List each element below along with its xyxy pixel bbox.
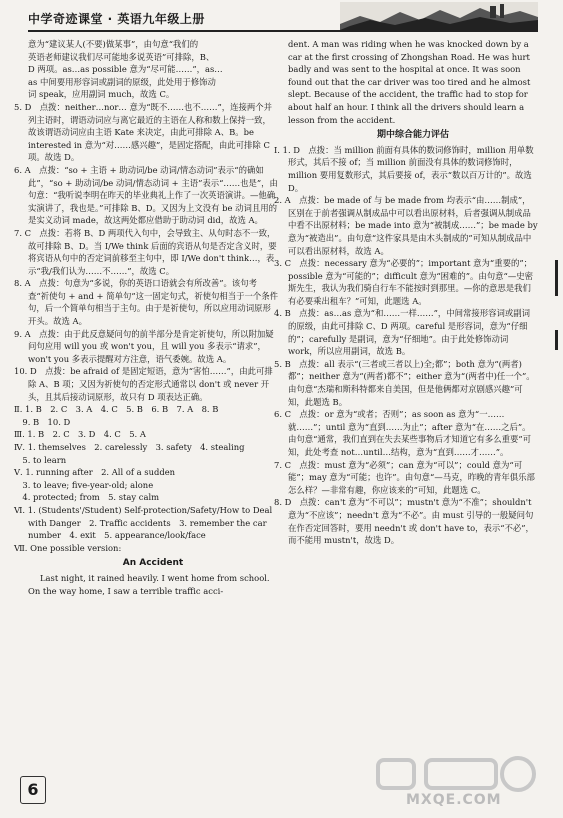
header-rule: [28, 30, 538, 32]
right-paragraph: 期中综合能力评估: [376, 130, 449, 141]
right-paragraph: 3. C 点拨：necessary 意为“必要的”；important 意为“重要的”；possible 意为“可能的”；difficult 意为“困难的”。由句意“—史密斯先生，我认为我们骑自行车不能按时到那里。—你的意思是我们有必要乘出租车？”可知，此题选 A。: [274, 258, 533, 306]
left-paragraph: 9. B 10. D: [14, 416, 71, 427]
left-column: [14, 38, 278, 597]
left-paragraph: 10. D 点拨：be afraid of 是固定短语，意为“害怕……”，由此可排除 A、B 项；又因为祈使句的否定形式通常以 don't 或 never 开头，且其后接动词原形，故只有 D 项表达正确。: [14, 366, 273, 402]
right-paragraph: 7. C 点拨：must 意为“必须”；can 意为“可以”；could 意为“可能”；may 意为“可能；也许”。由句意“—马克，昨晚的青年俱乐部怎么样？—非常有趣，你应该来的”可知，此题选 C。: [274, 459, 535, 495]
edge-tab-mark: [555, 260, 558, 296]
header-title: 中学奇迹课堂 · 英语九年级上册: [28, 12, 205, 26]
right-paragraph: 8. D 点拨：can't 意为“不可以”；mustn't 意为“不准”；shouldn't 意为“不应该”；needn't 意为“不必”。由 must 引导的一般疑问句在作否定回答时，要用 needn't 或 don't have to，表示“不必”，而不能用 mustn't，故选 D。: [274, 497, 534, 546]
page-number: 6: [20, 776, 46, 804]
page-header: [0, 0, 563, 38]
right-paragraph: 6. C 点拨：or 意为“或者；否则”；as soon as 意为“一……就……”；until 意为“直到……为止”；after 意为“在……之后”。由句意“通常，我们直到在失去某些事物后才知道它有多么重要”可知，此处考查 not…until…结构，意为“直到……才……”。: [274, 409, 532, 457]
left-paragraph: 8. A 点拨：句意为“多说，你的英语口语就会有所改善”。该句考查“祈使句 + and + 简单句”这一固定句式，祈使句相当于一个条件句，后一个简单句相当于主句。由于是祈使句，所以应用动词原形开头。故选 A。: [14, 278, 278, 327]
left-paragraph: 6. A 点拨：“so + 主语 + 助动词/be 动词/情态动词”表示“的确如此”，“so + 助动词/be 动词/情态动词 + 主语”表示“……也是”，由句意：“我听说李明在昨天的毕业典礼上作了一次英语演讲。—他确实演讲了，我也是。”可排除 B、D。又因为上文没有 be 动词且用的是实义动词 made，故这两处都应借助于助动词 did，故选 A。: [14, 164, 278, 226]
right-paragraph: Ⅰ. 1. D 点拨：当 million 前面有具体的数词修饰时，million 用单数形式，其后不接 of；当 million 前面没有具体的数词修饰时，million 要用复数形式，其后要接 of，表示“数以百万计的”。故选 D。: [274, 144, 534, 193]
right-paragraph: 5. B 点拨：all 表示“(三者或三者以上)全;都”；both 意为“(两者)都”；neither 意为“(两者)都不”；either 意为“(两者中)任一个”。由句意“杰瑞和斯科特都来自美国，但是他俩都对京剧感兴趣”可知，此题选 B。: [274, 358, 535, 407]
left-paragraph: Ⅳ. 1. themselves 2. carelessly 3. safety 4. stealing: [14, 442, 245, 452]
left-paragraph: Ⅵ. 1. (Students'/Student) Self-protection/Safety/How to Deal with Danger 2. Traffic accidents 3. remember the car number 4. exit 5. appearance/look/face: [14, 504, 273, 541]
right-paragraph: 4. B 点拨：as…as 意为“和……一样……”，中间常接形容词或副词的原级，由此可排除 C、D 两项。careful 是形容词，意为“仔细的”；carefully 是副词，意为“仔细地”。由于此处修饰动词 work，所以应用副词，故选 B。: [274, 308, 530, 357]
left-paragraph: Ⅶ. One possible version:: [14, 542, 122, 553]
left-paragraph: 意为“建议某人(不要)做某事”，由句意“我们的: [28, 39, 199, 49]
left-paragraph: D 两项。as…as possible 意为“尽可能……”，as…: [28, 64, 223, 75]
right-column: [274, 38, 538, 547]
left-paragraph: 5. D 点拨：neither…nor… 意为“既不……也不……”，连接两个并列主语时，谓语动词应与离它最近的主语在人称和数上保持一致，故该谓语动词应由主语 Kate 来决定，由此可排除 A、B。be interested in 意为“对……感兴趣”，是固定搭配，由此可排除 C 项。故选 D。: [14, 101, 273, 163]
header-banner-illustration: [340, 2, 538, 30]
left-paragraph: An Accident: [122, 558, 184, 569]
watermark-text: MXQE.COM: [406, 792, 502, 808]
left-paragraph: Last night, it rained heavily. I went home from school. On the way home, I saw a terrible traffic acci-: [28, 572, 270, 596]
left-paragraph: 英语老师建议我们尽可能地多说英语”可排除，B、: [28, 51, 215, 62]
left-paragraph: 9. A 点拨：由于此反意疑问句的前半部分是肯定祈使句，所以附加疑问句应用 will you 或 won't you，且 will you 多表示“请求”，won't you 多表示提醒对方注意，语气委婉。故选 A。: [14, 328, 274, 364]
right-paragraph: 2. A 点拨：be made of 与 be made from 均表示“由……制成”，区别在于前者强调从制成品中可以看出原材料，后者强调从制成品中看不出原材料；be made into 意为“被制成……”；be made by 意为“被造出”。由句意“这件家具是由木头制成的”可知从制成品中可以看出原材料，故选 A。: [274, 195, 538, 256]
left-paragraph: 词 speak，应用副词 much，故选 C。: [28, 89, 175, 100]
left-paragraph: 5. to learn: [14, 454, 67, 465]
left-paragraph: 7. C 点拨：若将 B、D 两项代入句中，会导致主、从句时态不一致，故可排除 B、D。当 I/We think 后面的宾语从句是否定含义时，要将宾语从句中的否定词前移至主句中，即 I/We don't think…，表示“我/我们认为……不……”，故选 C。: [14, 227, 277, 276]
edge-tab-mark: [555, 330, 558, 350]
left-paragraph: 3. to leave; five-year-old; alone: [14, 479, 154, 490]
right-paragraph: dent. A man was riding when he was knocked down by a car at the first crossing of Zhongshan Road. He was hurt badly and was sent to the hospital at once. It was soon found out that the car driver was too tired and he almost slept. Because of the accident, the traffic had to stop for about half an hour. I think all the drivers should learn a lesson from the accident.: [288, 39, 531, 125]
left-paragraph: as 中间要用形容词或副词的原级，此处用于修饰动: [28, 76, 216, 87]
left-paragraph: Ⅴ. 1. running after 2. All of a sudden: [14, 467, 176, 478]
left-paragraph: 4. protected; from 5. stay calm: [14, 492, 160, 503]
left-paragraph: Ⅱ. 1. B 2. C 3. A 4. C 5. B 6. B 7. A 8. B: [14, 404, 219, 415]
left-paragraph: Ⅲ. 1. B 2. C 3. D 4. C 5. A: [14, 429, 146, 440]
